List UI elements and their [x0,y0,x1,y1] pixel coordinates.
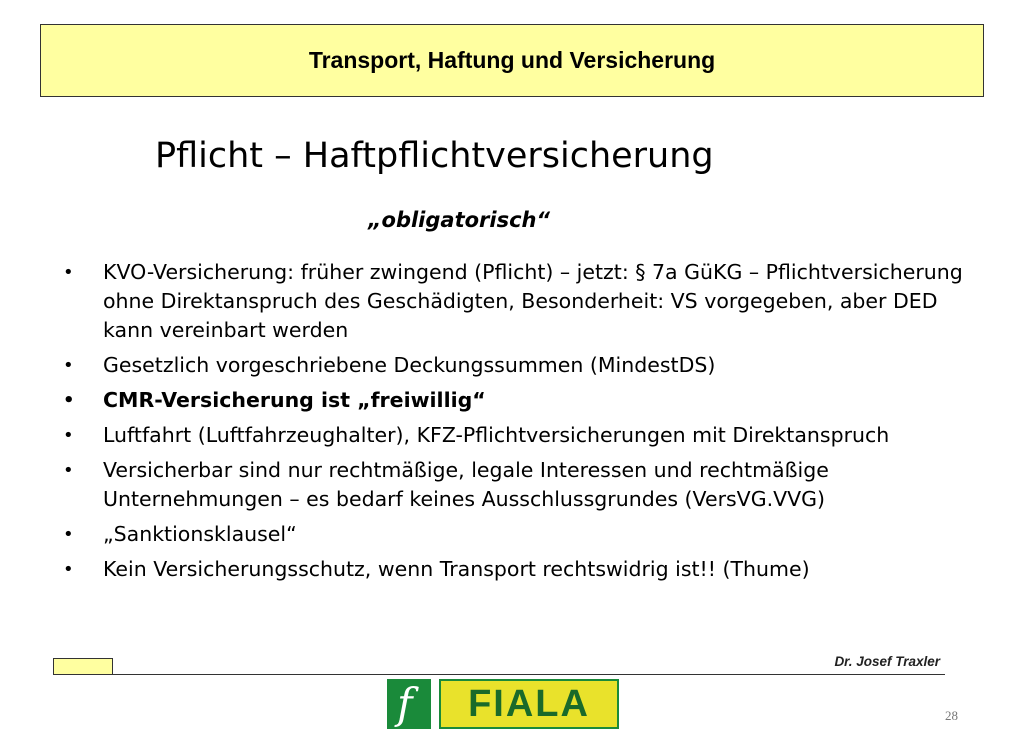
header-banner [40,24,984,97]
logo-mark-letter: f [397,679,413,728]
logo-text: FIALA [468,682,590,725]
bullet-text: Versicherbar sind nur rechtmäßige, legale Interessen und rechtmäßige Unternehmungen – es bedarf keines Ausschlussgrundes (VersVG.VVG) [103,458,829,511]
bullet-item [60,520,980,549]
bullet-text: CMR-Versicherung ist „freiwillig“ [103,388,486,412]
bullet-icon: • [63,390,75,411]
bullet-text: Gesetzlich vorgeschriebene Deckungssummen (MindestDS) [103,353,716,377]
page-number: 28 [945,708,958,723]
bullet-text: KVO-Versicherung: früher zwingend (Pflicht) – jetzt: § 7a GüKG – Pflichtversicherung ohne Direktanspruch des Geschädigten, Besonderheit: VS vorgegeben, aber DED kann vereinbart werden [103,260,963,342]
bullet-icon: • [63,559,74,580]
author-name: Dr. Josef Traxler [834,654,940,669]
bullet-icon: • [63,262,74,283]
bullet-item [60,258,980,345]
bullet-item [60,421,980,450]
bullet-item [60,351,980,380]
bullet-list [60,258,980,590]
logo-mark-icon [387,679,431,729]
bullet-icon: • [63,355,74,376]
bullet-icon: • [63,460,74,481]
bullet-item [60,456,980,514]
bullet-icon: • [63,524,74,545]
fiala-logo [387,676,619,732]
bullet-icon: • [63,425,74,446]
bullet-text: „Sanktionsklausel“ [103,522,297,546]
logo-wordmark [439,679,619,729]
bullet-text: Kein Versicherungsschutz, wenn Transport rechtswidrig ist!! (Thume) [103,557,810,581]
footer-marker-box [53,658,113,675]
bullet-item [60,386,980,415]
slide-title: Pflicht – Haftpflichtversicherung [155,136,714,176]
bullet-item [60,555,980,584]
footer-divider [53,674,945,675]
slide-subtitle: „obligatorisch“ [368,208,551,232]
header-title: Transport, Haftung und Versicherung [308,47,716,73]
bullet-text: Luftfahrt (Luftfahrzeughalter), KFZ-Pflichtversicherungen mit Direktanspruch [103,423,890,447]
